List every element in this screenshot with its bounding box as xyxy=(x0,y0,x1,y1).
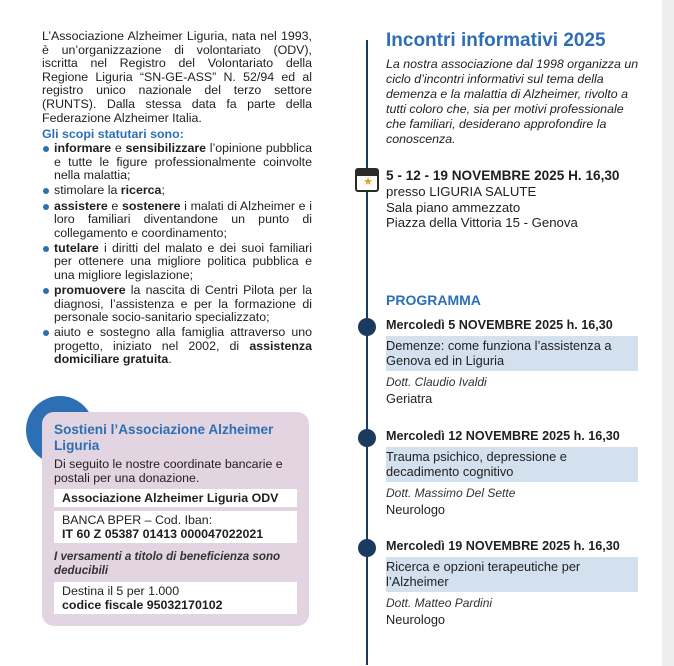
session-topic: Trauma psichico, depressione e decadimento cognitivo xyxy=(386,447,638,482)
support-title: Sostieni l’Associazione Alzheimer Liguria xyxy=(54,422,274,453)
session-speaker: Dott. Matteo Pardini xyxy=(386,596,493,610)
list-item: aiuto e sostegno alla famiglia attraverso uno progetto, iniziato nel 2002, di assistenza domiciliare gratuita. xyxy=(42,326,312,366)
programma-heading: PROGRAMMA xyxy=(386,292,481,308)
session-topic: Ricerca e opzioni terapeutiche per l’Alzheimer xyxy=(386,557,638,592)
bank-label: BANCA BPER – Cod. Iban: xyxy=(62,513,213,527)
incontri-section xyxy=(386,30,641,147)
iban: IT 60 Z 05387 01413 000047022021 xyxy=(62,527,264,541)
timeline-dot xyxy=(358,429,376,447)
support-subtitle: Di seguito le nostre coordinate bancarie e postali per una donazione. xyxy=(54,457,283,485)
tax-code: codice fiscale 95032170102 xyxy=(62,598,223,612)
page-edge xyxy=(662,0,674,666)
list-item: promuovere la nascita di Centri Pilota per la diagnosi, l’assistenza e per la formazione di personale socio-sanitario specializzato; xyxy=(42,284,312,324)
bank-details xyxy=(54,511,297,543)
five-per-thousand: Destina il 5 per 1.000 xyxy=(62,584,180,598)
event-info xyxy=(386,168,636,231)
org-name: Associazione Alzheimer Liguria ODV xyxy=(54,489,297,507)
session-specialty: Neurologo xyxy=(386,612,446,627)
session-2 xyxy=(386,429,638,517)
scopi-list xyxy=(42,142,312,367)
list-item: informare e sensibilizzare l’opinione pubblica e tutte le figure professionalmente coinvolte nella malattia; xyxy=(42,142,312,182)
timeline-dot xyxy=(358,539,376,557)
session-topic: Demenze: come funziona l’assistenza a Genova ed in Liguria xyxy=(386,336,638,371)
left-column xyxy=(42,30,312,369)
list-item: assistere e sostenere i malati di Alzheimer e i loro familiari diventandone un punto di collegamento e coordinamento; xyxy=(42,200,312,240)
session-3 xyxy=(386,539,638,627)
event-dates: 5 - 12 - 19 NOVEMBRE 2025 H. 16,30 xyxy=(386,168,620,183)
five-per-thousand-box xyxy=(54,582,297,614)
timeline-dot xyxy=(358,318,376,336)
session-date: Mercoledì 19 NOVEMBRE 2025 h. 16,30 xyxy=(386,539,620,553)
session-speaker: Dott. Massimo Del Sette xyxy=(386,486,516,500)
intro-paragraph: L’Associazione Alzheimer Liguria, nata nel 1993, è un’organizzazione di volontariato (ODV), iscritta nel Registro del Volontariato della Regione Liguria “SN-GE-ASS” N. 52/94 ed al registro unico nazionale del terzo settore (RUNTS). Dalla stessa data fa parte della Federazione Alzheimer Italia. xyxy=(42,29,312,125)
list-item: stimolare la ricerca; xyxy=(42,184,312,197)
session-specialty: Neurologo xyxy=(386,502,446,517)
timeline-line xyxy=(366,40,368,665)
session-date: Mercoledì 12 NOVEMBRE 2025 h. 16,30 xyxy=(386,429,620,443)
session-date: Mercoledì 5 NOVEMBRE 2025 h. 16,30 xyxy=(386,318,613,332)
incontri-description: La nostra associazione dal 1998 organizza un ciclo d’incontri informativi sul tema della demenza e la malattia di Alzheimer, rivolto a tutti coloro che, sia per motivi professionale che familiari, desiderano approfondire la conoscenza. xyxy=(386,57,639,146)
support-box xyxy=(42,412,309,626)
venue-line-1: presso LIGURIA SALUTE xyxy=(386,184,537,199)
calendar-star-icon: ★ xyxy=(355,168,379,192)
venue-line-2: Sala piano ammezzato xyxy=(386,199,521,215)
list-item: tutelare i diritti del malato e dei suoi familiari per ottenere una migliore politica pubblica e una migliore legislazione; xyxy=(42,242,312,282)
deductible-note: I versamenti a titolo di beneficienza sono deducibili xyxy=(54,550,281,577)
venue-line-3: Piazza della Vittoria 15 - Genova xyxy=(386,215,578,230)
scopi-heading: Gli scopi statutari sono: xyxy=(42,127,184,142)
incontri-title: Incontri informativi 2025 xyxy=(386,30,606,51)
session-specialty: Geriatra xyxy=(386,391,433,406)
session-1 xyxy=(386,318,638,406)
session-speaker: Dott. Claudio Ivaldi xyxy=(386,375,487,389)
